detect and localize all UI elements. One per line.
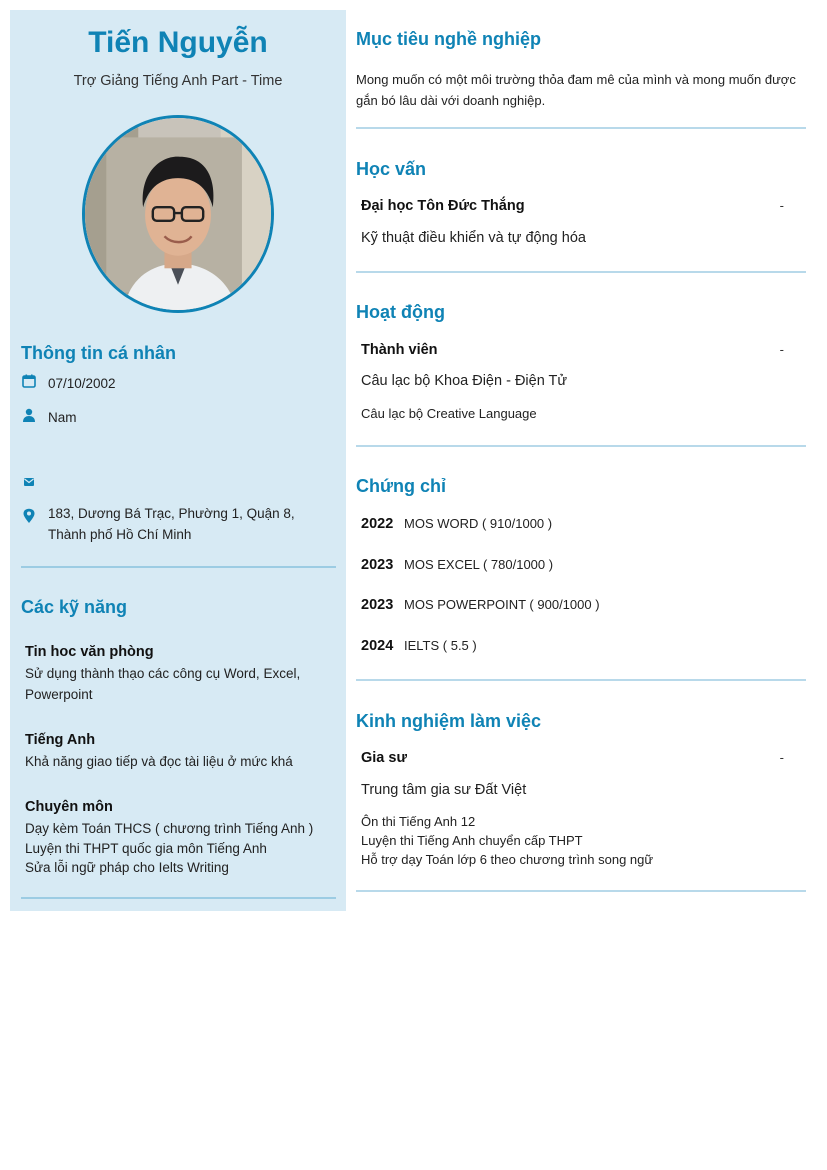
skill-title: Tiếng Anh [25,732,96,748]
skill-description: Khả năng giao tiếp và đọc tài liệu ở mức khá [25,754,293,769]
divider [356,890,806,892]
location-pin-icon [22,503,48,524]
divider [21,566,336,568]
certificates-heading: Chứng chỉ [356,476,447,496]
birthday-value: 07/10/2002 [48,376,116,391]
skills-heading: Các kỹ năng [21,597,128,617]
person-icon [22,407,48,422]
certificate-year: 2024 [361,638,394,654]
activities-heading: Hoạt động [356,302,445,322]
divider [356,445,806,447]
skill-item [25,644,325,705]
skill-description: Sử dụng thành thạo các công cụ Word, Excel, Powerpoint [25,666,301,702]
address-row [22,503,332,545]
certificate-name: IELTS ( 5.5 ) [404,638,477,653]
skill-title: Tin hoc văn phòng [25,644,154,660]
gender-row [22,407,332,428]
date-range: - [779,750,784,765]
date-range: - [779,342,784,357]
certificate-year: 2023 [361,557,394,573]
candidate-role: Trợ Giảng Tiếng Anh Part - Time [73,73,283,89]
calendar-icon [22,373,48,388]
certificate-year: 2022 [361,516,394,532]
email-row [22,474,332,489]
objective-text: Mong muốn có một môi trường thỏa đam mê của mình và mong muốn được gắn bó lâu dài với doanh nghiệp. [356,72,796,108]
job-title: Gia sư [361,750,407,766]
gender-value: Nam [48,410,77,425]
candidate-name: Tiến Nguyễn [88,26,268,59]
job-details: Ôn thi Tiếng Anh 12 Luyện thi Tiếng Anh chuyển cấp THPT Hỗ trợ dạy Toán lớp 6 theo chương trình song ngữ [361,814,654,867]
divider [356,271,806,273]
experience-heading: Kinh nghiệm làm việc [356,711,542,731]
avatar [82,115,274,313]
certificate-year: 2023 [361,597,394,613]
skill-item [25,732,325,773]
school-name: Đại học Tôn Đức Thắng [361,198,525,214]
skill-description: Dạy kèm Toán THCS ( chương trình Tiếng Anh ) Luyện thi THPT quốc gia môn Tiếng Anh Sửa lỗi ngữ pháp cho Ielts Writing [25,821,314,875]
major-name: Kỹ thuật điều khiển và tự động hóa [361,230,586,246]
avatar-photo-icon [85,118,271,310]
certificate-name: MOS WORD ( 910/1000 ) [404,516,553,531]
activity-detail: Câu lạc bộ Creative Language [361,406,537,421]
personal-info-heading: Thông tin cá nhân [21,343,176,363]
divider [356,127,806,129]
address-value: 183, Dương Bá Trạc, Phường 1, Quận 8, Thành phố Hồ Chí Minh [48,506,295,542]
date-range: - [779,198,784,213]
objective-heading: Mục tiêu nghề nghiệp [356,29,541,49]
main-column [356,0,806,1170]
certificate-row [361,638,477,654]
education-heading: Học vấn [356,159,427,179]
activity-role: Thành viên [361,342,438,358]
birthday-row [22,373,332,394]
company-name: Trung tâm gia sư Đất Việt [361,782,527,798]
certificate-row [361,516,552,532]
skill-item [25,799,325,878]
envelope-icon [22,474,48,489]
skill-title: Chuyên môn [25,799,113,815]
sidebar [10,10,346,911]
certificate-row [361,557,553,573]
activity-organization: Câu lạc bộ Khoa Điện - Điện Tử [361,373,568,389]
divider [21,897,336,899]
certificate-name: MOS EXCEL ( 780/1000 ) [404,557,554,572]
divider [356,679,806,681]
certificate-row [361,597,600,613]
certificate-name: MOS POWERPOINT ( 900/1000 ) [404,597,600,612]
